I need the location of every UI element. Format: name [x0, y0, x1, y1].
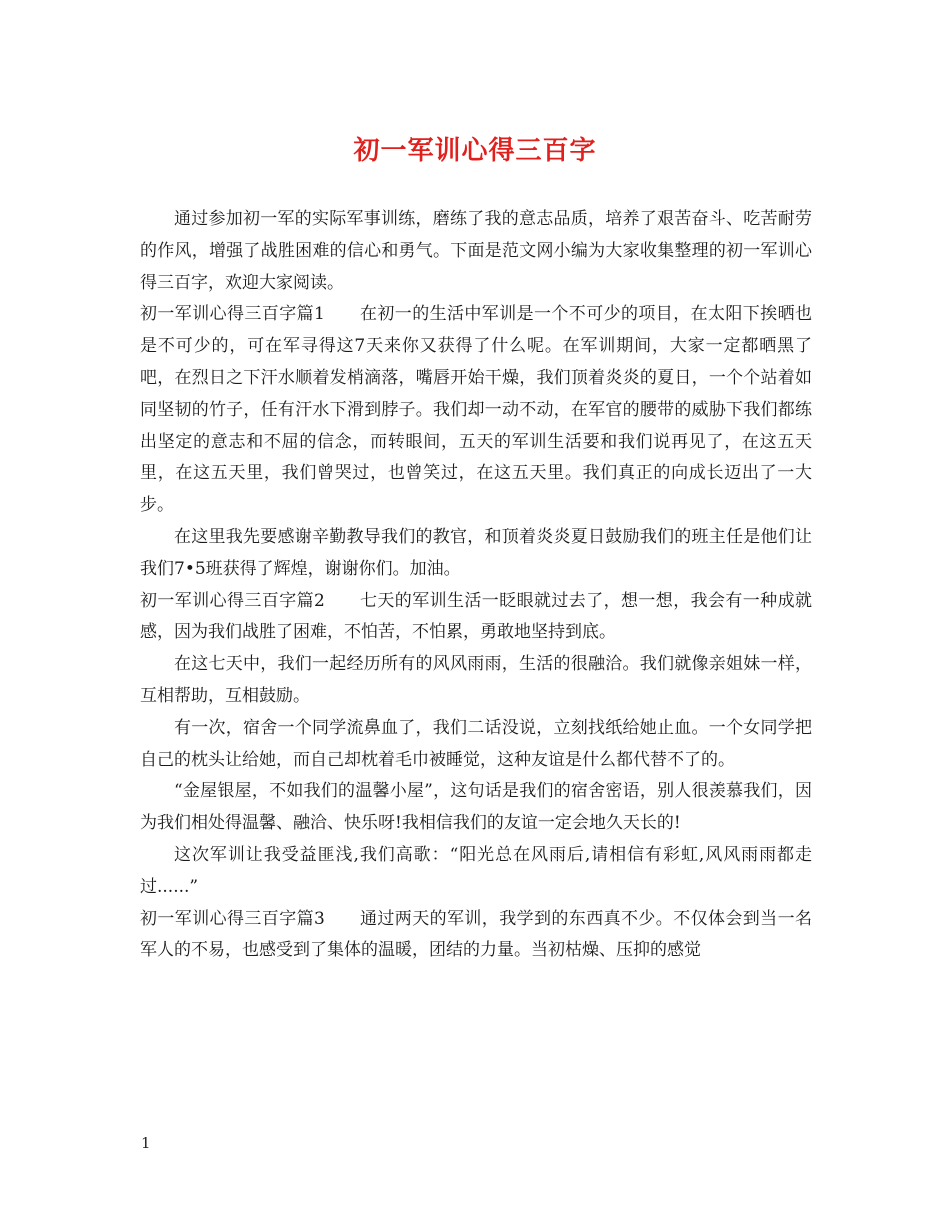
paragraph-section-1: 初一军训心得三百字篇1 在初一的生活中军训是一个不可少的项目，在太阳下挨晒也是不可少的，可在军寻得这7天来你又获得了什么呢。在军训期间，大家一定都晒黑了吧，在烈日之下汗水顺着发梢滴落，嘴唇开始干燥，我们顶着炎炎的夏日，一个个站着如同坚韧的竹子，任有汗水下滑到脖子。我们却一动不动，在军官的腰带的威胁下我们都练出坚定的意志和不屈的信念，而转眼间，五天的军训生活要和我们说再见了，在这五天里，在这五天里，我们曾哭过，也曾笑过，在这五天里。我们真正的向成长迈出了一大步。: [140, 304, 812, 516]
paragraph-section-3: 初一军训心得三百字篇3 通过两天的军训，我学到的东西真不少。不仅体会到当一名军人的不易，也感受到了集体的温暖，团结的力量。当初枯燥、压抑的感觉: [140, 908, 812, 961]
paragraph-dorm-motto: “金屋银屋，不如我们的温馨小屋”，这句话是我们的宿舍密语，别人很羡慕我们，因为我们相处得温馨、融洽、快乐呀!我相信我们的友谊一定会地久天长的!: [140, 781, 812, 834]
paragraph-section-2: 初一军训心得三百字篇2 七天的军训生活一眨眼就过去了，想一想，我会有一种成就感，因为我们战胜了困难，不怕苦，不怕累，勇敢地坚持到底。: [140, 590, 812, 643]
paragraph-song: 这次军训让我受益匪浅,我们高歌：“阳光总在风雨后,请相信有彩虹,风风雨雨都走过......”: [140, 844, 812, 897]
document-body: [140, 204, 812, 967]
document-title: 初一军训心得三百字: [353, 136, 597, 166]
paragraph-thanks: 在这里我先要感谢辛勤教导我们的教官，和顶着炎炎夏日鼓励我们的班主任是他们让我们7•5班获得了辉煌，谢谢你们。加油。: [140, 526, 812, 579]
paragraph-nosebleed: 有一次，宿舍一个同学流鼻血了，我们二话没说，立刻找纸给她止血。一个女同学把自己的枕头让给她，而自己却枕着毛巾被睡觉，这种友谊是什么都代替不了的。: [140, 717, 812, 770]
page-number: 1: [141, 1134, 151, 1152]
paragraph-seven-days: 在这七天中，我们一起经历所有的风风雨雨，生活的很融洽。我们就像亲姐妹一样，互相帮助，互相鼓励。: [140, 654, 812, 706]
paragraph-intro: 通过参加初一军的实际军事训练，磨练了我的意志品质，培养了艰苦奋斗、吃苦耐劳的作风，增强了战胜困难的信心和勇气。下面是范文网小编为大家收集整理的初一军训心得三百字，欢迎大家阅读。: [140, 209, 812, 293]
